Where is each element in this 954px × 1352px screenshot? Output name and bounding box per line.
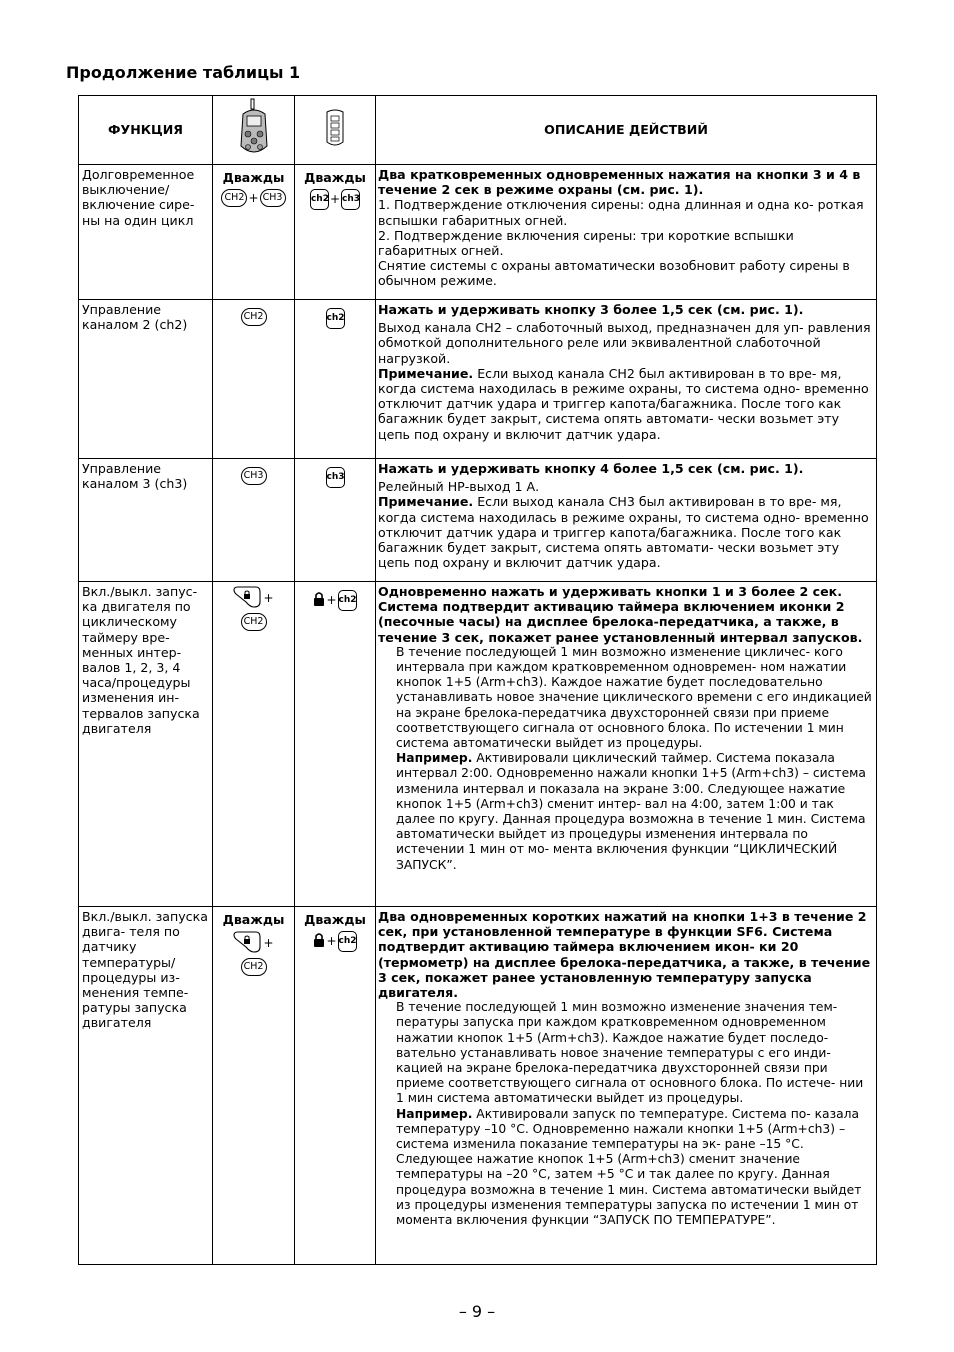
plus-sign: + bbox=[326, 592, 337, 607]
header-description: ОПИСАНИЕ ДЕЙСТВИЙ bbox=[376, 96, 877, 165]
ch2-square-button-icon: ch2 bbox=[326, 308, 345, 329]
twice-label: Дважды bbox=[304, 912, 366, 927]
description-text: Снятие системы с охраны автоматически возобновит работу сирены в обычном режиме. bbox=[378, 258, 850, 289]
plus-sign: + bbox=[263, 591, 274, 605]
ch2-button-icon: CH2 bbox=[241, 958, 267, 976]
ch2-square-button-icon: ch2 bbox=[338, 931, 357, 952]
function-cell: Долговременное выключение/ включение сире- ны на один цикл bbox=[79, 165, 213, 300]
remote-1way-cell bbox=[295, 907, 376, 1265]
remote-2way-cell bbox=[213, 459, 295, 582]
example-text: Активировали циклический таймер. Система показала интервал 2:00. Одновременно нажали кнопки 1+5 (Arm+ch3) – система изменила интервал и показала на экране 3:00. Следующее нажатие кнопок 1+5 (Arm+ch3) сменит интер- вал на 4:00, затем 1:00 и так далее по кругу. Данная процедура возможна в течение 1 мин. Система автоматически выйдет из процедуры изменения интервала по истечении 1 мин от мо- мента включения функции “ЦИКЛИЧЕСКИЙ ЗАПУСК”. bbox=[396, 751, 866, 872]
remote-2way-cell bbox=[213, 907, 295, 1265]
table-row bbox=[79, 907, 877, 1265]
note-text: Если выход канала СН3 был активирован в то вре- мя, когда система находилась в режиме охраны, то система одно- временно отключит датчик удара и триггер капота/багажника. После того как багажник будет закрыт, система опять автомати- чески возьмет эту цепь под охрану и включит датчик удара. bbox=[378, 494, 869, 571]
twice-label: Дважды bbox=[222, 170, 285, 185]
description-indented bbox=[378, 1000, 874, 1228]
header-remote-1way bbox=[295, 96, 376, 165]
description-bold: Два кратковременных одновременных нажатия на кнопки 3 и 4 в течение 2 сек в режиме охраны (см. рис. 1). bbox=[378, 167, 861, 198]
table-row bbox=[79, 165, 877, 300]
table-row bbox=[79, 582, 877, 907]
page-number: – 9 – bbox=[458, 1302, 496, 1321]
ch3-square-button-icon: ch3 bbox=[341, 189, 360, 210]
description-cell bbox=[376, 165, 877, 300]
remote-2way-cell bbox=[213, 165, 295, 300]
lock-key-button-icon bbox=[232, 586, 262, 611]
one-way-remote-icon bbox=[323, 108, 347, 148]
remote-2way-cell bbox=[213, 582, 295, 907]
plus-sign: + bbox=[326, 934, 337, 949]
remote-1way-cell bbox=[295, 165, 376, 300]
description-bold: Одновременно нажать и удерживать кнопки 1 и 3 более 2 сек. Система подтвердит активацию таймера включением иконки 2 (песочные часы) на дисплее брелока-передатчика, а также, в течение 3 сек, покажет ранее установленный интервал запусков. bbox=[378, 584, 863, 645]
description-text: В течение последующей 1 мин возможно изменение значения тем- пературы запуска при каждом кратковременном одновременном нажатии кнопок 1+5 (Arm+ch3). Каждое нажатие будет последо- вательно устанавливать новое значение температуры с его инди- кацией на экране брелока-передатчика двухсторонней связи при приеме соответствующего сигнала от основного блока. По истече- нии 1 мин система автоматически выйдет из процедуры. bbox=[396, 1000, 864, 1106]
description-text: Релейный НР-выход 1 А. bbox=[378, 479, 540, 495]
ch2-square-button-icon: ch2 bbox=[338, 590, 357, 611]
ch3-square-button-icon: ch3 bbox=[326, 467, 345, 488]
description-bold: Два одновременных коротких нажатий на кнопки 1+3 в течение 2 сек, при установленной температуре в функции SF6. Система подтвердит активацию таймера включением икон- ки 20 (термометр) на дисплее брелока-передатчика, а также, в течение 3 сек, покажет ранее установленную температуру запуска двигателя. bbox=[378, 909, 871, 1001]
twice-label: Дважды bbox=[222, 912, 285, 927]
description-text: 1. Подтверждение отключения сирены: одна длинная и одна ко- роткая вспышки габаритных огней. bbox=[378, 197, 864, 228]
description-bold: Нажать и удерживать кнопку 3 более 1,5 сек (см. рис. 1). bbox=[378, 302, 804, 317]
table-row bbox=[79, 300, 877, 459]
lock-key-button-icon bbox=[232, 931, 262, 956]
plus-sign: + bbox=[248, 190, 259, 205]
ch3-button-icon: CH3 bbox=[260, 189, 286, 207]
description-text: 2. Подтверждение включения сирены: три короткие вспышки габаритных огней. bbox=[378, 227, 794, 259]
lock-icon bbox=[313, 932, 325, 951]
remote-2way-cell bbox=[213, 300, 295, 459]
function-cell: Управление каналом 2 (ch2) bbox=[79, 300, 213, 459]
description-cell bbox=[376, 300, 877, 459]
function-cell: Вкл./выкл. запус- ка двигателя по циклическому таймеру вре- менных интер- валов 1, 2, 3, 4 часа/процедуры изменения ин- тервалов запуска двигателя bbox=[79, 582, 213, 907]
example-text: Активировали запуск по температуре. Система по- казала температуру –10 °С. Одновременно нажали кнопки 1+5 (Arm+ch3) – система изменила показание температуры на эк- ране –15 °С. Следующее нажатие кнопок 1+5 (Arm+ch3) сменит значение температуры на –20 °С, затем +5 °С и так далее по кругу. Данная процедура возможна в течение 1 мин. Система автоматически выйдет из процедуры изменения температуры запуска по истечении 1 мин от момента включения функции “ЗАПУСК ПО ТЕМПЕРАТУРЕ”. bbox=[396, 1106, 862, 1228]
function-cell: Вкл./выкл. запуска двига- теля по датчику температуры/ процедуры из- менения темпе- ратуры запуска двигателя bbox=[79, 907, 213, 1265]
note-label: Примечание. bbox=[378, 494, 474, 510]
description-indented bbox=[378, 645, 874, 873]
header-remote-2way bbox=[213, 96, 295, 165]
header-function: ФУНКЦИЯ bbox=[79, 96, 213, 165]
description-text: Выход канала СН2 – слаботочный выход, предназначен для уп- равления обмоткой дополнительного реле или эквивалентной слаботочной нагрузкой. bbox=[378, 320, 871, 366]
example-label: Например. bbox=[396, 751, 473, 766]
function-cell: Управление каналом 3 (ch3) bbox=[79, 459, 213, 582]
ch2-button-icon: CH2 bbox=[241, 613, 267, 631]
remote-1way-cell bbox=[295, 582, 376, 907]
table-row bbox=[79, 459, 877, 582]
remote-1way-cell bbox=[295, 459, 376, 582]
ch3-button-icon: CH3 bbox=[241, 467, 267, 485]
lock-icon bbox=[313, 591, 325, 610]
description-cell bbox=[376, 907, 877, 1265]
two-way-remote-icon bbox=[237, 98, 271, 158]
function-table bbox=[78, 95, 877, 1265]
description-cell bbox=[376, 582, 877, 907]
remote-1way-cell bbox=[295, 300, 376, 459]
description-cell bbox=[376, 459, 877, 582]
note-text: Если выход канала СН2 был активирован в то вре- мя, когда система находилась в режиме охраны, то система одно- временно отключит датчик удара и триггер капота/багажника. После того как багажник будет закрыт, система опять автомати- чески возьмет эту цепь под охрану и включит датчик удара. bbox=[378, 365, 869, 442]
ch2-square-button-icon: ch2 bbox=[310, 189, 329, 210]
twice-label: Дважды bbox=[304, 170, 366, 185]
table-header-row bbox=[79, 96, 877, 165]
description-bold: Нажать и удерживать кнопку 4 более 1,5 сек (см. рис. 1). bbox=[378, 461, 804, 476]
ch2-button-icon: CH2 bbox=[221, 189, 247, 207]
ch2-button-icon: CH2 bbox=[241, 308, 267, 326]
note-label: Примечание. bbox=[378, 365, 474, 381]
plus-sign: + bbox=[263, 936, 274, 951]
page-heading: Продолжение таблицы 1 bbox=[66, 63, 301, 82]
example-label: Например. bbox=[396, 1106, 473, 1121]
plus-sign: + bbox=[329, 192, 341, 207]
description-text: В течение последующей 1 мин возможно изменение цикличес- кого интервала при каждом кратковременном одновремен- ном нажатии кнопок 1+5 (Arm+ch3). Каждое нажатие будет последовательно устанавливать новое значение циклического времени с его индикацией на экране брелока-передатчика двухсторонней связи при приеме соответствующего сигнала от основного блока. По истечении 1 мин система автоматически выйдет из процедуры. bbox=[396, 644, 872, 751]
